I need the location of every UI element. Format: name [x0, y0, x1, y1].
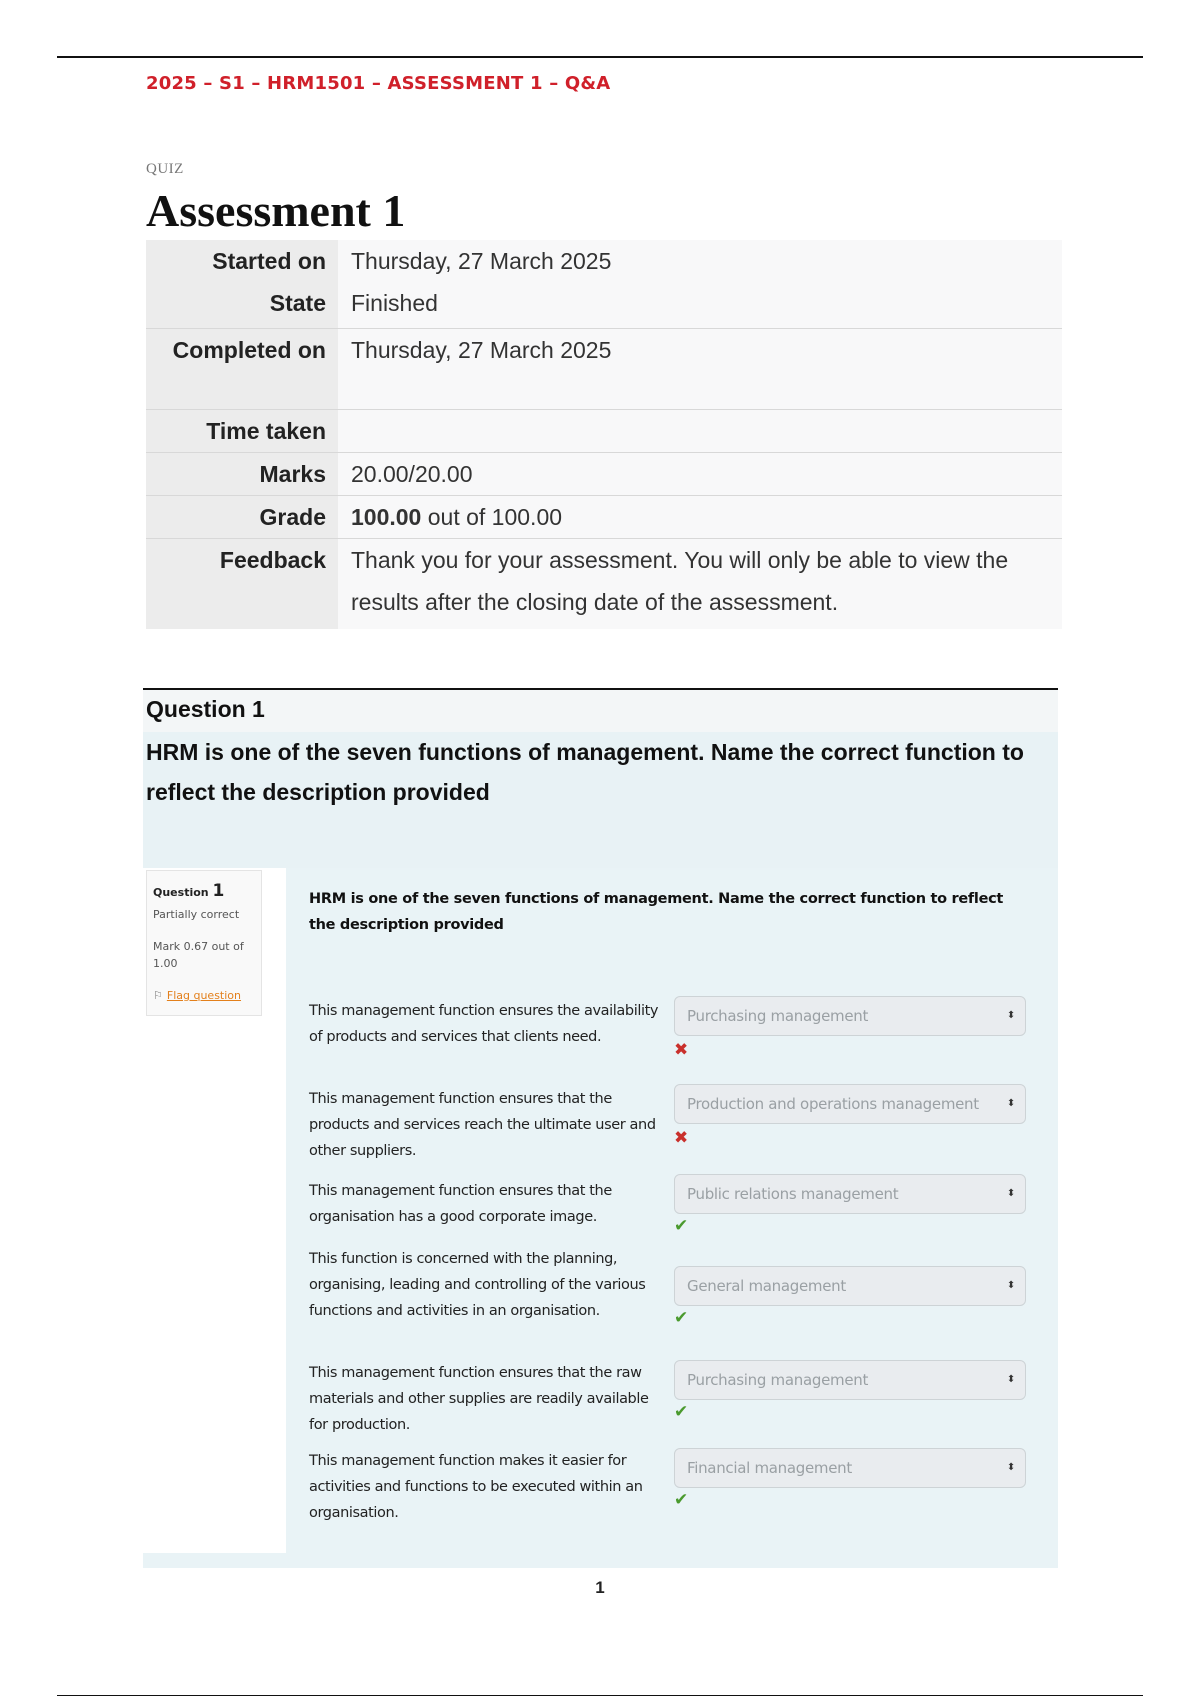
- summary-row-marks: [146, 453, 1062, 496]
- question-info-box: [146, 870, 262, 1016]
- select-arrows-icon: ⬍: [1006, 1098, 1015, 1109]
- answer-select-value: Production and operations management: [687, 1095, 979, 1113]
- inner-question-text: HRM is one of the seven functions of management. Name the correct function to reflect the description provided: [309, 891, 1004, 933]
- summary-row-completed: [146, 329, 1062, 410]
- answer-select-value: Financial management: [687, 1459, 852, 1477]
- answer-select[interactable]: [674, 1360, 1026, 1400]
- correct-icon: ✔: [674, 1490, 689, 1509]
- select-arrows-icon: ⬍: [1006, 1280, 1015, 1291]
- select-arrows-icon: ⬍: [1006, 1462, 1015, 1473]
- question-info-column: [143, 868, 286, 1553]
- grade-out-of: out of 100.00: [421, 504, 563, 530]
- correct-icon: ✔: [674, 1308, 689, 1327]
- match-row-text: This function is concerned with the planning, organising, leading and controlling of the various functions and activities in an organisation.: [309, 1251, 646, 1319]
- answer-select[interactable]: [674, 996, 1026, 1036]
- info-question-num: 1: [212, 881, 225, 901]
- answer-select-value: Purchasing management: [687, 1007, 869, 1025]
- time-taken-value: [338, 410, 1062, 453]
- marks-value: 20.00/20.00: [338, 453, 1062, 496]
- incorrect-icon: ✖: [674, 1128, 689, 1147]
- attempt-summary-table: [146, 240, 1062, 629]
- started-label: Started on: [146, 240, 338, 282]
- summary-row-feedback: [146, 539, 1062, 630]
- completed-label: Completed on: [146, 329, 338, 410]
- grade-label: Grade: [146, 496, 338, 539]
- feedback-value: Thank you for your assessment. You will only be able to view the results after the closing date of the assessment.: [338, 539, 1062, 630]
- document-header: 2025 – S1 – HRM1501 – ASSESSMENT 1 – Q&A: [146, 73, 611, 94]
- state-label: State: [146, 282, 338, 329]
- answer-select-value: Purchasing management: [687, 1371, 869, 1389]
- info-question-number: [153, 881, 224, 901]
- incorrect-icon: ✖: [674, 1040, 689, 1059]
- correct-icon: ✔: [674, 1216, 689, 1235]
- match-row-text: This management function ensures that the products and services reach the ultimate user and other suppliers.: [309, 1091, 656, 1159]
- match-row-text: This management function ensures the availability of products and services that clients need.: [309, 1003, 659, 1045]
- summary-row-started: [146, 240, 1062, 282]
- match-row-text: This management function ensures that the organisation has a good corporate image.: [309, 1183, 612, 1225]
- summary-row-time-taken: [146, 410, 1062, 453]
- flag-question-link[interactable]: [153, 989, 241, 1002]
- answer-select[interactable]: [674, 1266, 1026, 1306]
- select-arrows-icon: ⬍: [1006, 1374, 1015, 1385]
- flag-question-label: Flag question: [166, 989, 242, 1002]
- question-prompt: HRM is one of the seven functions of management. Name the correct function to reflect the description provided: [146, 739, 1024, 805]
- started-value: Thursday, 27 March 2025: [338, 240, 1062, 282]
- grade-value: [338, 496, 1062, 539]
- answer-select-value: Public relations management: [687, 1185, 899, 1203]
- grade-score: 100.00: [351, 504, 422, 530]
- answer-select[interactable]: [674, 1084, 1026, 1124]
- completed-value: Thursday, 27 March 2025: [338, 329, 1062, 410]
- info-question-word: Question: [153, 886, 209, 899]
- state-value: Finished: [338, 282, 1062, 329]
- bottom-rule: [57, 1695, 1143, 1696]
- question-heading: Question 1: [143, 690, 1058, 732]
- answer-select-value: General management: [687, 1277, 846, 1295]
- match-row-text: This management function makes it easier for activities and functions to be executed within an organisation.: [309, 1453, 643, 1521]
- select-arrows-icon: ⬍: [1006, 1010, 1015, 1021]
- embedded-question-screenshot: [143, 868, 1058, 1568]
- quiz-label: QUIZ: [146, 161, 184, 177]
- feedback-label: Feedback: [146, 539, 338, 630]
- select-arrows-icon: ⬍: [1006, 1188, 1015, 1199]
- marks-label: Marks: [146, 453, 338, 496]
- match-row-text: This management function ensures that the raw materials and other supplies are readily available for production.: [309, 1365, 649, 1433]
- top-rule: [57, 56, 1143, 58]
- info-mark: Mark 0.67 out of 1.00: [153, 940, 244, 970]
- page-title: Assessment 1: [146, 185, 406, 236]
- summary-row-state: [146, 282, 1062, 329]
- time-taken-label: Time taken: [146, 410, 338, 453]
- summary-row-grade: [146, 496, 1062, 539]
- info-state: Partially correct: [153, 908, 240, 921]
- answer-select[interactable]: [674, 1448, 1026, 1488]
- flag-icon: ⚐: [153, 989, 163, 1002]
- page-number: 1: [595, 1578, 605, 1597]
- answer-select[interactable]: [674, 1174, 1026, 1214]
- correct-icon: ✔: [674, 1402, 689, 1421]
